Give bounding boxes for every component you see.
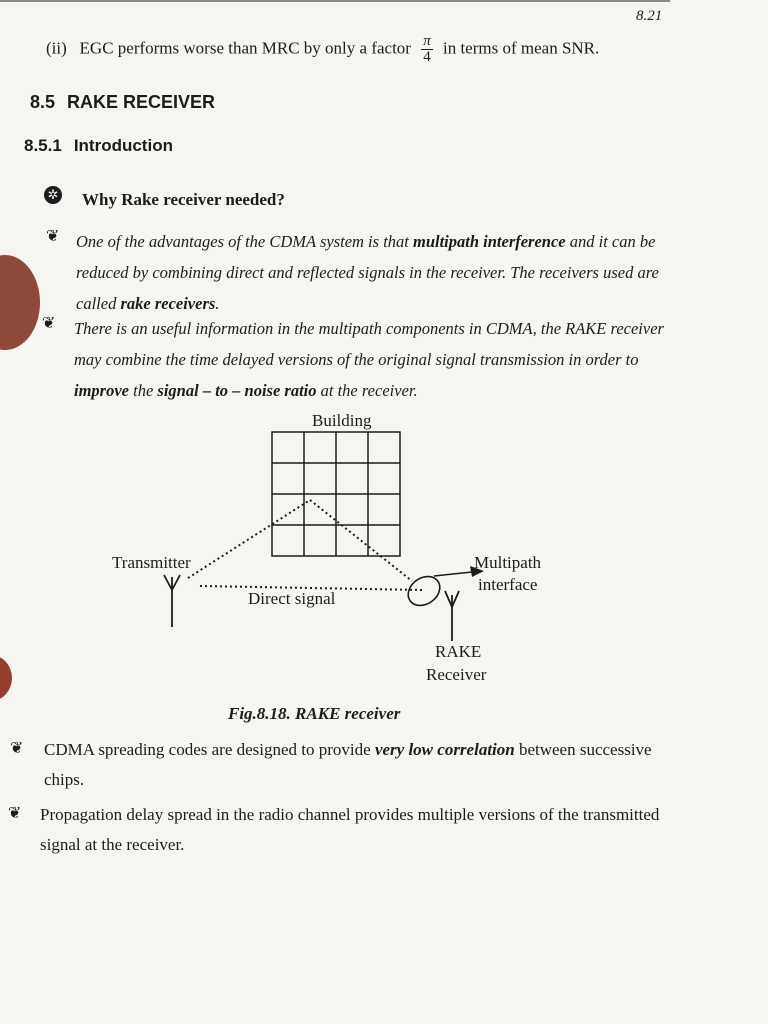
text-run: and it can be reduced by combining direct and reflected signals in the receiver. The receivers used are called bbox=[76, 232, 659, 313]
building-grid bbox=[272, 432, 400, 556]
text-run: One of the advantages of the CDMA system is that bbox=[76, 232, 413, 251]
line-text: in terms of mean SNR. bbox=[442, 38, 600, 58]
top-rule bbox=[0, 0, 670, 2]
question-heading: Why Rake receiver needed? bbox=[82, 190, 285, 209]
rake-label: RAKE bbox=[435, 642, 482, 661]
text-run: . bbox=[215, 294, 220, 313]
multipath-arrow bbox=[434, 572, 472, 576]
transmitter-label: Transmitter bbox=[112, 553, 191, 572]
direct-signal-label: Direct signal bbox=[248, 589, 336, 608]
text-run: at the receiver. bbox=[316, 381, 418, 400]
reflected-path-up bbox=[188, 500, 310, 578]
finger-stain bbox=[0, 255, 40, 350]
rake-receiver-figure bbox=[100, 405, 580, 705]
list-marker: (ii) bbox=[46, 38, 67, 58]
section-heading bbox=[30, 92, 215, 113]
building-label: Building bbox=[312, 411, 372, 430]
leaf-bullet-icon: ❦ bbox=[8, 805, 22, 822]
transmitter-antenna-icon bbox=[164, 575, 180, 627]
paragraph bbox=[44, 735, 674, 795]
multipath-receive-ellipse bbox=[403, 571, 446, 612]
section-title: RAKE RECEIVER bbox=[67, 92, 216, 112]
leaf-bullet-icon: ❦ bbox=[42, 315, 56, 332]
leaf-bullet-icon: ❦ bbox=[10, 740, 24, 757]
fraction-denominator: 4 bbox=[423, 49, 431, 65]
reflected-path-down bbox=[310, 500, 412, 581]
line-text: EGC performs worse than MRC by only a factor bbox=[79, 38, 411, 58]
subsection-heading bbox=[24, 136, 173, 156]
finger-stain bbox=[0, 655, 12, 701]
multipath-label-line2: interface bbox=[478, 575, 538, 594]
emphasis: multipath interference bbox=[413, 232, 566, 251]
emphasis: rake receivers bbox=[120, 294, 216, 313]
text-run: between successive chips. bbox=[44, 740, 652, 789]
paragraph bbox=[76, 226, 676, 319]
text-run: CDMA spreading codes are designed to provide bbox=[44, 740, 375, 759]
leaf-bullet-icon: ❦ bbox=[46, 228, 60, 245]
fraction bbox=[421, 34, 433, 65]
line-ii bbox=[46, 34, 599, 65]
figure-caption: Fig.8.18. RAKE receiver bbox=[228, 704, 401, 723]
receiver-label: Receiver bbox=[426, 665, 487, 684]
rake-receiver-antenna-icon bbox=[445, 591, 459, 641]
text-run: Propagation delay spread in the radio channel provides multiple versions of the transmitted signal at the receiver. bbox=[40, 805, 660, 854]
emphasis: very low correlation bbox=[374, 740, 515, 759]
emphasis: improve bbox=[74, 381, 129, 400]
paragraph bbox=[74, 313, 674, 406]
paragraph bbox=[40, 800, 670, 860]
section-number: 8.5 bbox=[30, 92, 56, 112]
text-run: There is an useful information in the multipath components in CDMA, the RAKE receiver may combine the time delayed versions of the original signal transmission in order to bbox=[74, 319, 664, 369]
subsection-title: Introduction bbox=[73, 136, 173, 155]
emphasis: signal – to – noise ratio bbox=[157, 381, 317, 400]
text-run: the bbox=[129, 381, 158, 400]
star-bullet-icon: ✲ bbox=[44, 186, 62, 204]
page-number: 8.21 bbox=[636, 8, 663, 24]
subsection-number: 8.5.1 bbox=[24, 136, 62, 155]
fraction-numerator: π bbox=[423, 33, 431, 49]
multipath-label: Multipath bbox=[474, 553, 542, 572]
